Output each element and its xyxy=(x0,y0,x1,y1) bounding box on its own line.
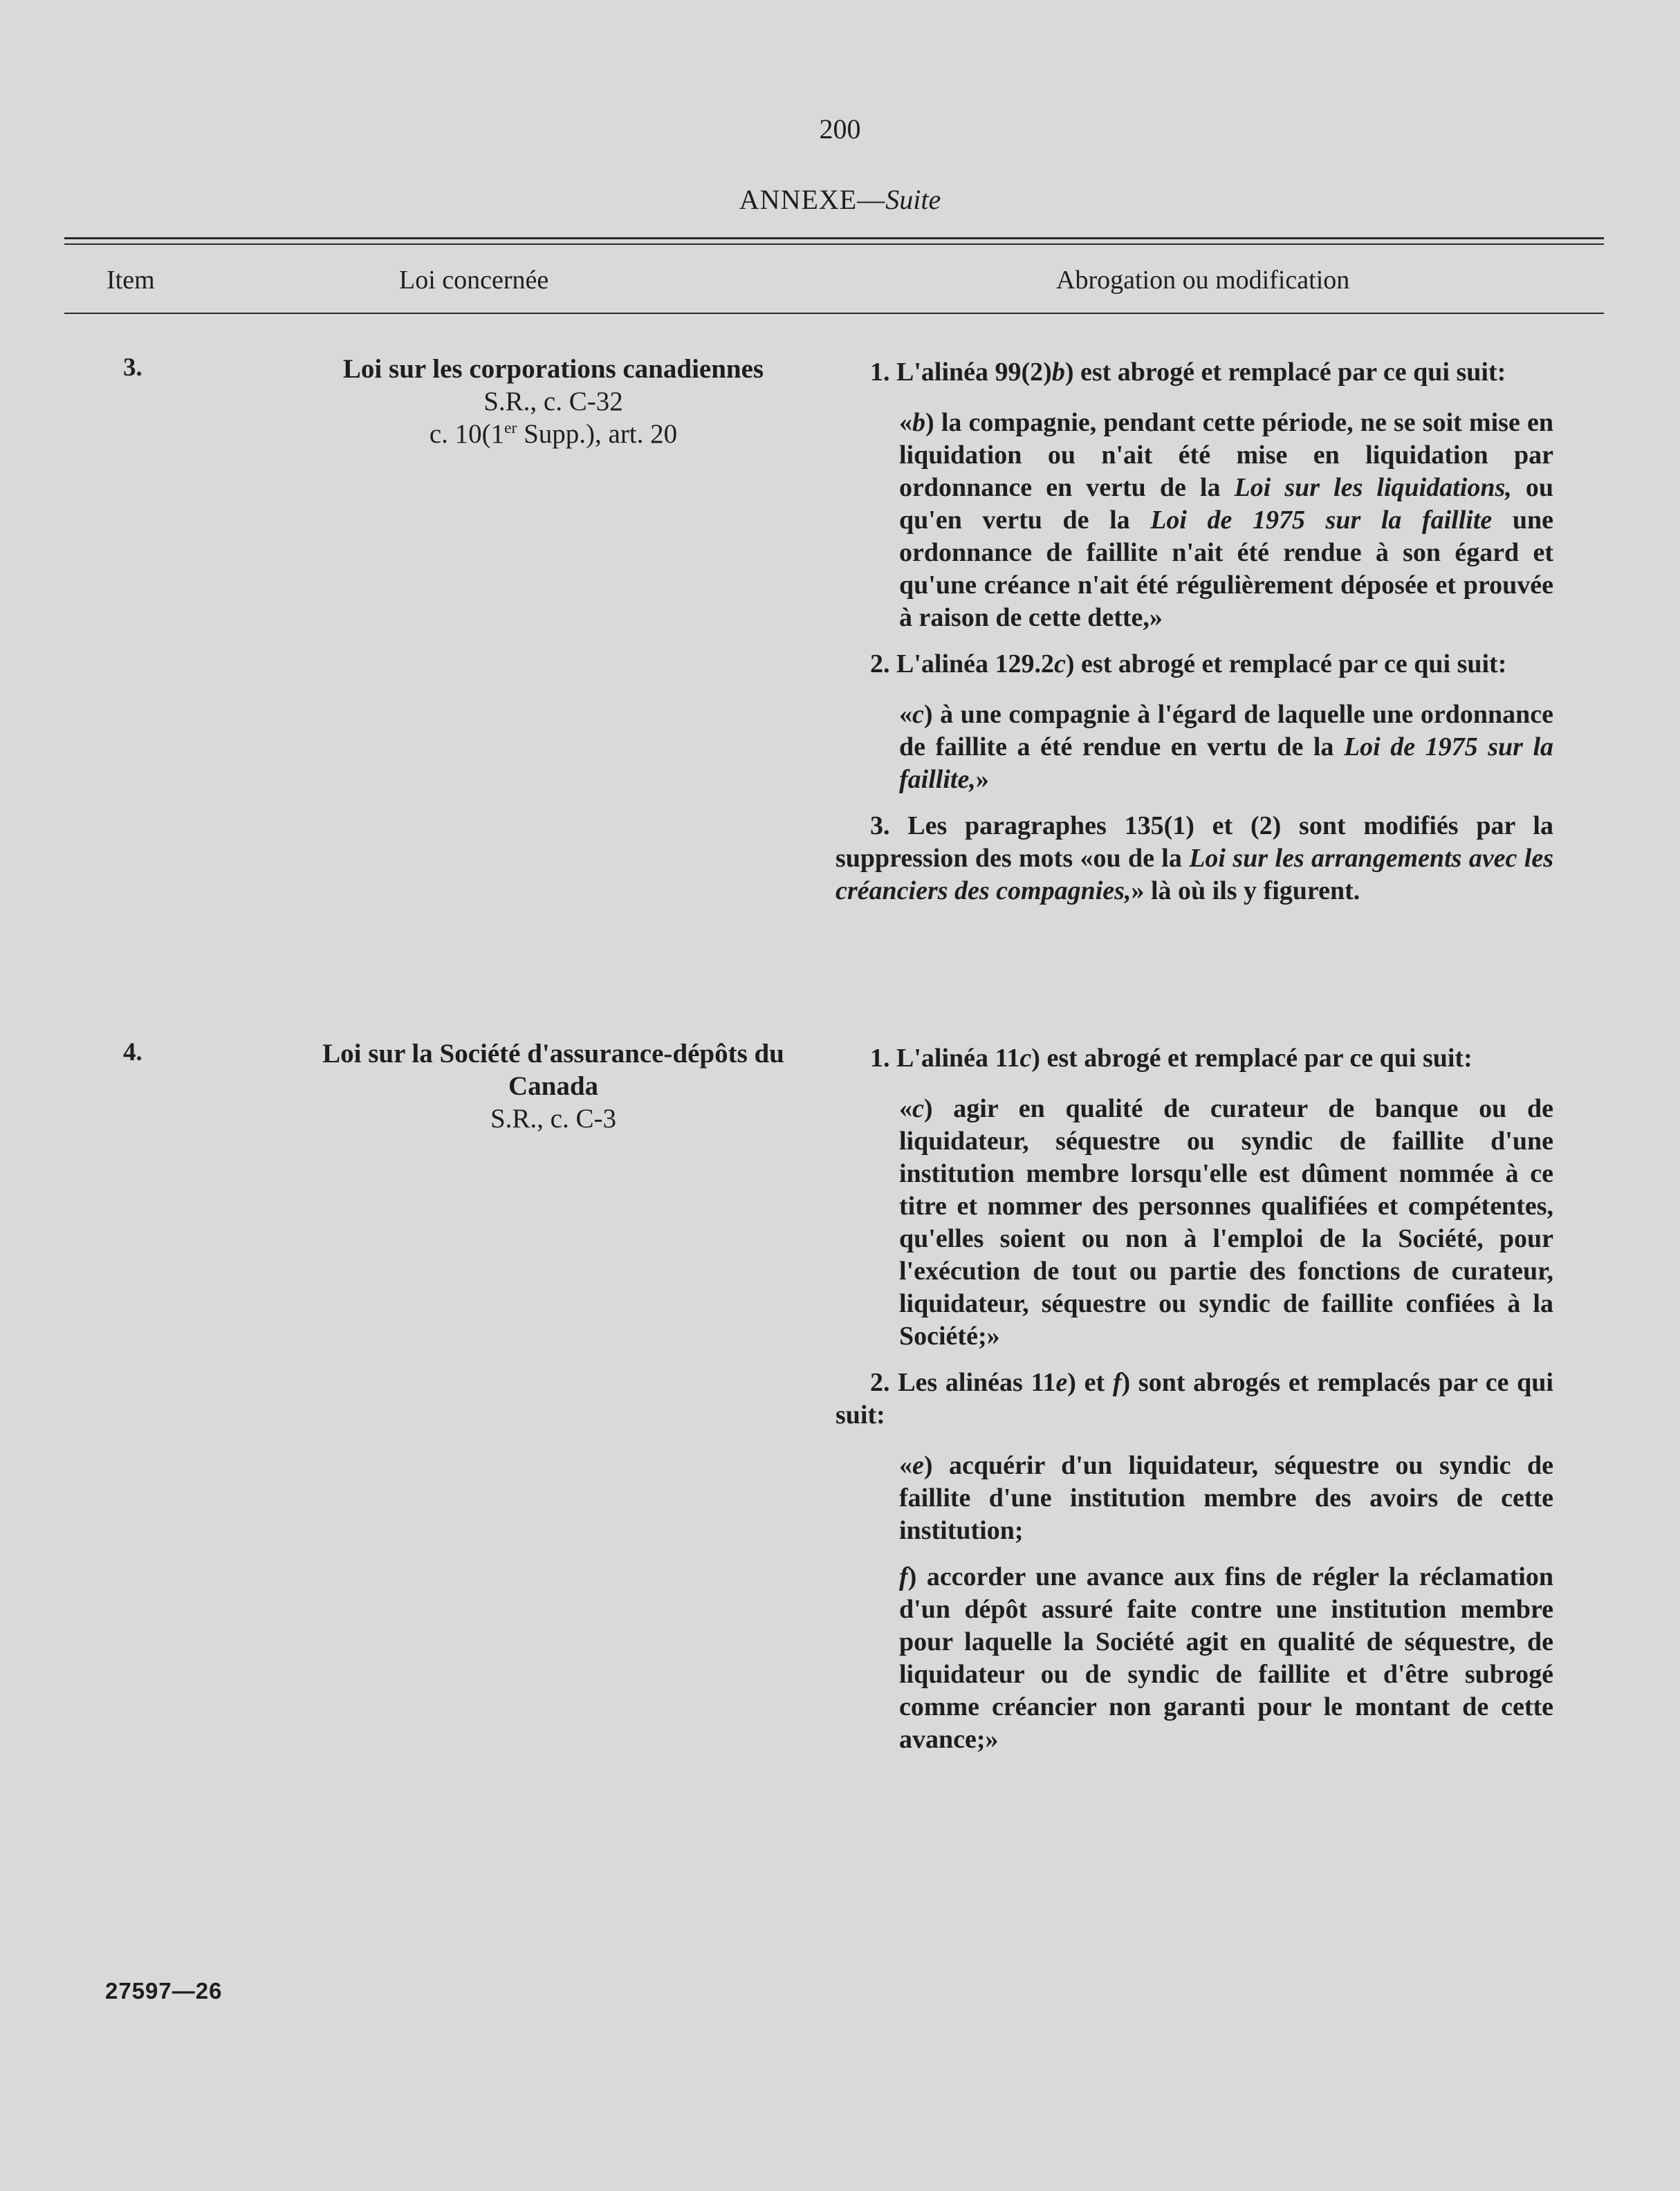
column-header-loi: Loi concernée xyxy=(399,266,549,295)
act-title: Loi sur la Société d'assurance-dépôts du Canada xyxy=(322,1039,784,1101)
act-reference: S.R., c. C-32 xyxy=(483,387,623,416)
column-header-abrogation: Abrogation ou modification xyxy=(1056,266,1350,295)
page-number: 200 xyxy=(819,113,861,145)
change-4-2-quote-e: «e) acquérir d'un liquidateur, séquestre ou syndic de faillite d'une institution membre des avoirs de cette institution; xyxy=(899,1451,1553,1545)
change-3-1-quote: «b) la compagnie, pendant cette période, ne se soit mise en liquidation ou n'ait été mise en liquidation par ordonnance en vertu de la Loi sur les liquidations, ou qu'en vertu de la Loi de 1975 sur la faillite une ordonnance de faillite n'ait été rendue à son égard et qu'une créance n'ait été régulièrement déposée et prouvée à raison de cette dette,» xyxy=(899,408,1554,632)
footer-code: 27597—26 xyxy=(105,1978,223,2004)
change-3-2-quote: «c) à une compagnie à l'égard de laquelle une ordonnance de faillite a été rendue en vertu de la Loi de 1975 sur la faillite,» xyxy=(899,700,1553,794)
changes-item-4 xyxy=(836,1042,1553,1756)
act-item-4 xyxy=(290,1037,816,1135)
item-number-4: 4. xyxy=(123,1038,142,1066)
column-header-item: Item xyxy=(107,266,155,295)
top-rule xyxy=(64,237,1604,239)
header-rule xyxy=(64,313,1604,314)
change-4-1-quote: «c) agir en qualité de curateur de banque ou de liquidateur, séquestre ou syndic de faillite d'une institution membre lorsqu'elle est dûment nommée à ce titre et nommer des personnes qualifiées et compétentes, qu'elles soient ou non à l'emploi de la Société, pour l'exécution de tout ou partie des fonctions de curateur, liquidateur, séquestre ou syndic de faillite confiées à la Société;» xyxy=(899,1094,1553,1351)
change-3-1-intro: 1. L'alinéa 99(2)b) est abrogé et remplacé par ce qui suit: xyxy=(870,358,1506,387)
act-item-3 xyxy=(290,353,816,450)
changes-item-3 xyxy=(836,356,1553,907)
change-4-2-intro: 2. Les alinéas 11e) et f) sont abrogés et remplacés par ce qui suit: xyxy=(836,1368,1553,1430)
act-reference: S.R., c. C-3 xyxy=(490,1104,616,1134)
change-3-2-intro: 2. L'alinéa 129.2c) est abrogé et remplacé par ce qui suit: xyxy=(870,649,1507,678)
top-rule-double xyxy=(64,243,1604,245)
act-title: Loi sur les corporations canadiennes xyxy=(342,354,764,384)
annex-title: ANNEXE—Suite xyxy=(739,184,941,215)
item-number-3: 3. xyxy=(123,353,142,382)
change-4-2-quote-f: f) accorder une avance aux fins de régler la réclamation d'un dépôt assuré faite contre une institution membre pour laquelle la Société agit en qualité de séquestre, de liquidateur ou de syndic de faillite et d'être subrogé comme créancier non garanti pour le montant de cette avance;» xyxy=(899,1562,1553,1754)
act-amendment-reference: c. 10(1er Supp.), art. 20 xyxy=(429,419,678,449)
change-3-3: 3. Les paragraphes 135(1) et (2) sont modifiés par la suppression des mots «ou de la Loi sur les arrangements avec les créanciers des compagnies,» là où ils y figurent. xyxy=(836,811,1553,905)
change-4-1-intro: 1. L'alinéa 11c) est abrogé et remplacé par ce qui suit: xyxy=(870,1044,1473,1073)
